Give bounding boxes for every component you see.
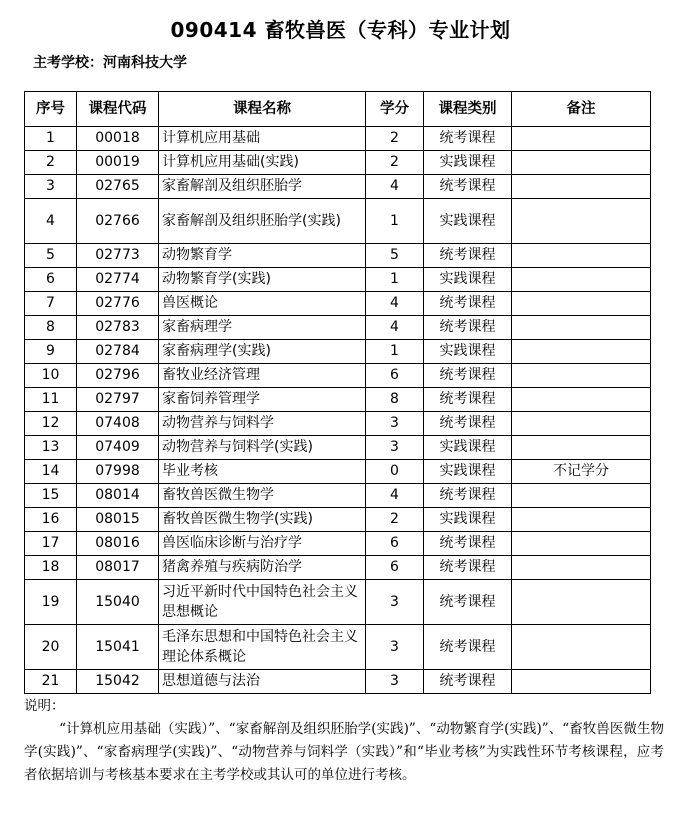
cell-note	[512, 316, 651, 340]
cell-name: 畜牧兽医微生物学	[159, 484, 366, 508]
header-note: 备注	[512, 92, 651, 127]
cell-type: 统考课程	[424, 244, 512, 268]
cell-name: 动物营养与饲料学	[159, 412, 366, 436]
cell-code: 02797	[77, 388, 159, 412]
cell-credit: 4	[366, 292, 424, 316]
cell-name: 畜牧兽医微生物学(实践)	[159, 508, 366, 532]
cell-name: 思想道德与法治	[159, 670, 366, 694]
cell-credit: 2	[366, 151, 424, 175]
notes-text: “计算机应用基础（实践）”、“家畜解剖及组织胚胎学(实践)”、“动物繁育学(实践)”、“畜牧兽医微生物学(实践)”、“家畜病理学(实践)”、“动物营养与饲料学（实践）”和“毕业考核”为实践性环节考核课程，应考者依据培训与考核基本要求在主考学校或其认可的单位进行考核。	[24, 721, 664, 783]
cell-type: 实践课程	[424, 340, 512, 364]
table-row	[25, 625, 651, 670]
cell-name: 兽医临床诊断与治疗学	[159, 532, 366, 556]
cell-no: 18	[25, 556, 77, 580]
cell-name: 动物繁育学(实践)	[159, 268, 366, 292]
cell-note	[512, 199, 651, 244]
header-credit: 学分	[366, 92, 424, 127]
cell-note	[512, 175, 651, 199]
cell-note	[512, 244, 651, 268]
header-no: 序号	[25, 92, 77, 127]
cell-type: 统考课程	[424, 316, 512, 340]
cell-type: 统考课程	[424, 292, 512, 316]
cell-code: 02765	[77, 175, 159, 199]
cell-name: 计算机应用基础	[159, 127, 366, 151]
table-row	[25, 292, 651, 316]
cell-no: 1	[25, 127, 77, 151]
cell-code: 02776	[77, 292, 159, 316]
table-row	[25, 508, 651, 532]
notes-section	[24, 695, 664, 787]
cell-note	[512, 268, 651, 292]
cell-credit: 4	[366, 175, 424, 199]
cell-credit: 3	[366, 670, 424, 694]
cell-name: 计算机应用基础(实践)	[159, 151, 366, 175]
cell-name: 习近平新时代中国特色社会主义思想概论	[159, 580, 366, 625]
table-row	[25, 412, 651, 436]
cell-note	[512, 580, 651, 625]
cell-no: 10	[25, 364, 77, 388]
cell-note	[512, 508, 651, 532]
cell-credit: 3	[366, 580, 424, 625]
table-row	[25, 532, 651, 556]
cell-type: 统考课程	[424, 175, 512, 199]
cell-no: 7	[25, 292, 77, 316]
cell-no: 17	[25, 532, 77, 556]
cell-type: 实践课程	[424, 460, 512, 484]
cell-type: 统考课程	[424, 127, 512, 151]
cell-type: 统考课程	[424, 625, 512, 670]
cell-credit: 0	[366, 460, 424, 484]
cell-note	[512, 625, 651, 670]
header-type: 课程类别	[424, 92, 512, 127]
cell-name: 家畜解剖及组织胚胎学(实践)	[159, 199, 366, 244]
cell-code: 15042	[77, 670, 159, 694]
cell-name: 家畜解剖及组织胚胎学	[159, 175, 366, 199]
table-row	[25, 340, 651, 364]
cell-code: 07408	[77, 412, 159, 436]
cell-type: 统考课程	[424, 484, 512, 508]
cell-note	[512, 670, 651, 694]
cell-note	[512, 556, 651, 580]
header-code: 课程代码	[77, 92, 159, 127]
cell-name: 毛泽东思想和中国特色社会主义理论体系概论	[159, 625, 366, 670]
cell-no: 5	[25, 244, 77, 268]
cell-type: 统考课程	[424, 580, 512, 625]
cell-type: 实践课程	[424, 268, 512, 292]
cell-type: 实践课程	[424, 199, 512, 244]
cell-no: 15	[25, 484, 77, 508]
table-row	[25, 316, 651, 340]
cell-code: 08017	[77, 556, 159, 580]
cell-no: 8	[25, 316, 77, 340]
cell-code: 00018	[77, 127, 159, 151]
cell-type: 统考课程	[424, 364, 512, 388]
cell-type: 实践课程	[424, 151, 512, 175]
cell-credit: 1	[366, 199, 424, 244]
cell-note	[512, 292, 651, 316]
table-row	[25, 244, 651, 268]
cell-code: 15041	[77, 625, 159, 670]
cell-name: 猪禽养殖与疾病防治学	[159, 556, 366, 580]
cell-note	[512, 127, 651, 151]
cell-no: 20	[25, 625, 77, 670]
page-title: 090414 畜牧兽医（专科）专业计划	[170, 18, 511, 42]
table-row	[25, 127, 651, 151]
cell-credit: 6	[366, 364, 424, 388]
cell-credit: 4	[366, 316, 424, 340]
cell-credit: 5	[366, 244, 424, 268]
cell-credit: 1	[366, 268, 424, 292]
table-row	[25, 388, 651, 412]
cell-code: 00019	[77, 151, 159, 175]
cell-name: 动物繁育学	[159, 244, 366, 268]
cell-note: 不记学分	[512, 460, 651, 484]
cell-no: 4	[25, 199, 77, 244]
cell-no: 19	[25, 580, 77, 625]
cell-credit: 3	[366, 625, 424, 670]
cell-name: 畜牧业经济管理	[159, 364, 366, 388]
cell-note	[512, 340, 651, 364]
cell-type: 统考课程	[424, 670, 512, 694]
table-header-row	[25, 92, 651, 127]
course-plan-table	[24, 91, 651, 694]
header-name: 课程名称	[159, 92, 366, 127]
cell-name: 家畜病理学(实践)	[159, 340, 366, 364]
host-school: 主考学校：河南科技大学	[33, 55, 187, 71]
table-row	[25, 460, 651, 484]
cell-code: 07409	[77, 436, 159, 460]
cell-type: 实践课程	[424, 508, 512, 532]
cell-code: 08014	[77, 484, 159, 508]
cell-credit: 4	[366, 484, 424, 508]
table-row	[25, 175, 651, 199]
cell-code: 02774	[77, 268, 159, 292]
cell-note	[512, 484, 651, 508]
cell-name: 家畜饲养管理学	[159, 388, 366, 412]
cell-no: 3	[25, 175, 77, 199]
cell-note	[512, 151, 651, 175]
cell-type: 实践课程	[424, 436, 512, 460]
cell-note	[512, 436, 651, 460]
table-row	[25, 556, 651, 580]
cell-code: 08015	[77, 508, 159, 532]
cell-credit: 2	[366, 127, 424, 151]
cell-code: 07998	[77, 460, 159, 484]
cell-code: 08016	[77, 532, 159, 556]
cell-note	[512, 412, 651, 436]
cell-no: 11	[25, 388, 77, 412]
cell-note	[512, 388, 651, 412]
cell-no: 2	[25, 151, 77, 175]
cell-code: 02784	[77, 340, 159, 364]
table-row	[25, 436, 651, 460]
cell-name: 毕业考核	[159, 460, 366, 484]
notes-label: 说明：	[24, 698, 65, 714]
cell-name: 动物营养与饲料学(实践)	[159, 436, 366, 460]
table-row	[25, 484, 651, 508]
cell-credit: 3	[366, 412, 424, 436]
cell-credit: 8	[366, 388, 424, 412]
cell-code: 02766	[77, 199, 159, 244]
cell-code: 02796	[77, 364, 159, 388]
cell-name: 家畜病理学	[159, 316, 366, 340]
cell-credit: 6	[366, 532, 424, 556]
table-row	[25, 199, 651, 244]
cell-code: 15040	[77, 580, 159, 625]
cell-code: 02783	[77, 316, 159, 340]
cell-type: 统考课程	[424, 388, 512, 412]
table-row	[25, 580, 651, 625]
cell-type: 统考课程	[424, 556, 512, 580]
cell-type: 统考课程	[424, 532, 512, 556]
cell-no: 6	[25, 268, 77, 292]
cell-credit: 2	[366, 508, 424, 532]
cell-no: 16	[25, 508, 77, 532]
table-row	[25, 268, 651, 292]
cell-credit: 6	[366, 556, 424, 580]
cell-note	[512, 364, 651, 388]
cell-no: 13	[25, 436, 77, 460]
cell-no: 14	[25, 460, 77, 484]
cell-credit: 1	[366, 340, 424, 364]
cell-credit: 3	[366, 436, 424, 460]
cell-name: 兽医概论	[159, 292, 366, 316]
cell-no: 12	[25, 412, 77, 436]
table-row	[25, 364, 651, 388]
table-row	[25, 670, 651, 694]
cell-code: 02773	[77, 244, 159, 268]
cell-note	[512, 532, 651, 556]
cell-no: 9	[25, 340, 77, 364]
table-row	[25, 151, 651, 175]
cell-type: 统考课程	[424, 412, 512, 436]
cell-no: 21	[25, 670, 77, 694]
